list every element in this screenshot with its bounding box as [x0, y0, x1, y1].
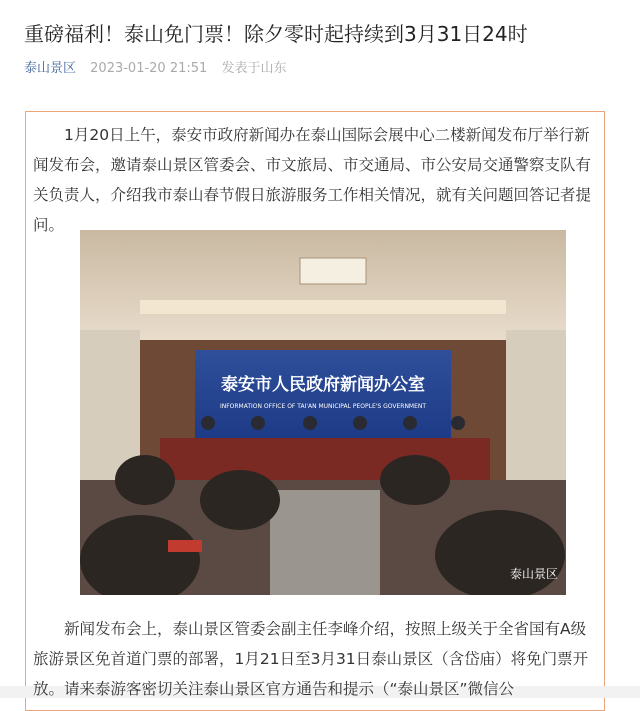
- publish-time: 2023-01-20 21:51: [90, 61, 208, 76]
- press-conference-photo: [80, 230, 566, 595]
- publish-location: 发表于山东: [221, 61, 287, 76]
- banner-title: 泰安市人民政府新闻办公室: [221, 375, 425, 395]
- source-link[interactable]: 泰山景区: [24, 61, 77, 76]
- paragraph: 1月20日上午，泰安市政府新闻办在泰山国际会展中心二楼新闻发布厅举行新闻发布会，邀请泰山景区管委会、市文旅局、市交通局、市公安局交通警察支队有关负责人，介绍我市泰山春节假日旅游服务工作相关情况，就有关问题回答记者提问。: [33, 126, 592, 234]
- banner-subtitle: INFORMATION OFFICE OF TAI'AN MUNICIPAL PEOPLE'S GOVERNMENT: [219, 403, 427, 410]
- paragraph: 新闻发布会上，泰山景区管委会副主任李峰介绍，按照上级关于全省国有A级旅游景区免首道门票的部署，1月21日至3月31日泰山景区（含岱庙）将免门票开放。请来泰游客密切关注泰山景区官方通告和提示（“泰山景区”微信公: [33, 620, 589, 698]
- photo-watermark: 泰山景区: [509, 567, 558, 581]
- article-title: 重磅福利！泰山免门票！除夕零时起持续到3月31日24时: [24, 22, 528, 46]
- article-meta: [24, 57, 286, 76]
